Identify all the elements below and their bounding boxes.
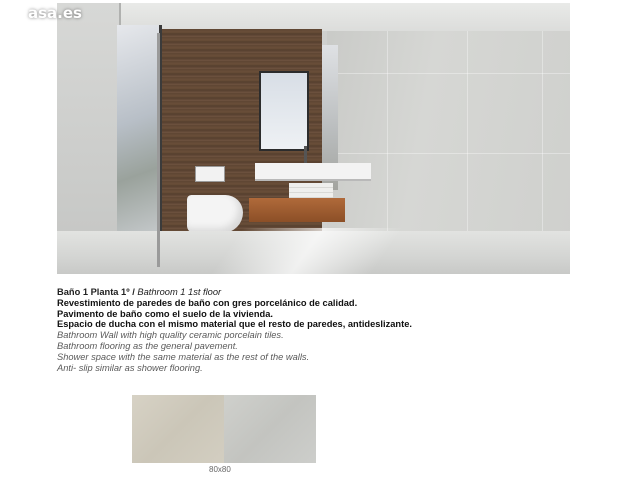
bathroom-photo (57, 3, 570, 274)
tile-sample-right (224, 395, 316, 463)
description-block (57, 287, 577, 373)
watermark: asa.es (28, 4, 82, 22)
wood-vanity (249, 198, 345, 222)
wall-hung-toilet (187, 195, 243, 233)
shower-frame (157, 33, 160, 267)
window-left (117, 25, 162, 235)
tile-size-label: 80x80 (209, 465, 231, 474)
spec-en-line: Anti- slip similar as shower flooring. (57, 362, 203, 373)
faucet (304, 146, 307, 164)
towels (289, 183, 333, 198)
caption-title-es: Baño 1 Planta 1º (57, 287, 130, 297)
spec-es-line: Pavimento de baño como el suelo de la vivienda. (57, 308, 273, 319)
spec-en-line: Shower space with the same material as the rest of the walls. (57, 351, 310, 362)
tile-sample-left (132, 395, 224, 463)
caption-title-en: Bathroom 1 1st floor (137, 287, 222, 297)
flush-plate (195, 166, 225, 182)
spec-es-line: Revestimiento de paredes de baño con gres porcelánico de calidad. (57, 297, 358, 308)
mirror (259, 71, 309, 151)
sink-counter (255, 163, 371, 181)
caption-separator: / (129, 287, 138, 297)
light-beam (211, 228, 403, 274)
caption-line (57, 287, 577, 298)
spec-en-line: Bathroom Wall with high quality ceramic porcelain tiles. (57, 330, 284, 341)
tile-sample (132, 395, 316, 463)
spec-en-line: Bathroom flooring as the general pavement. (57, 340, 238, 351)
spec-es-line: Espacio de ducha con el mismo material que el resto de paredes, antideslizante. (57, 319, 412, 330)
